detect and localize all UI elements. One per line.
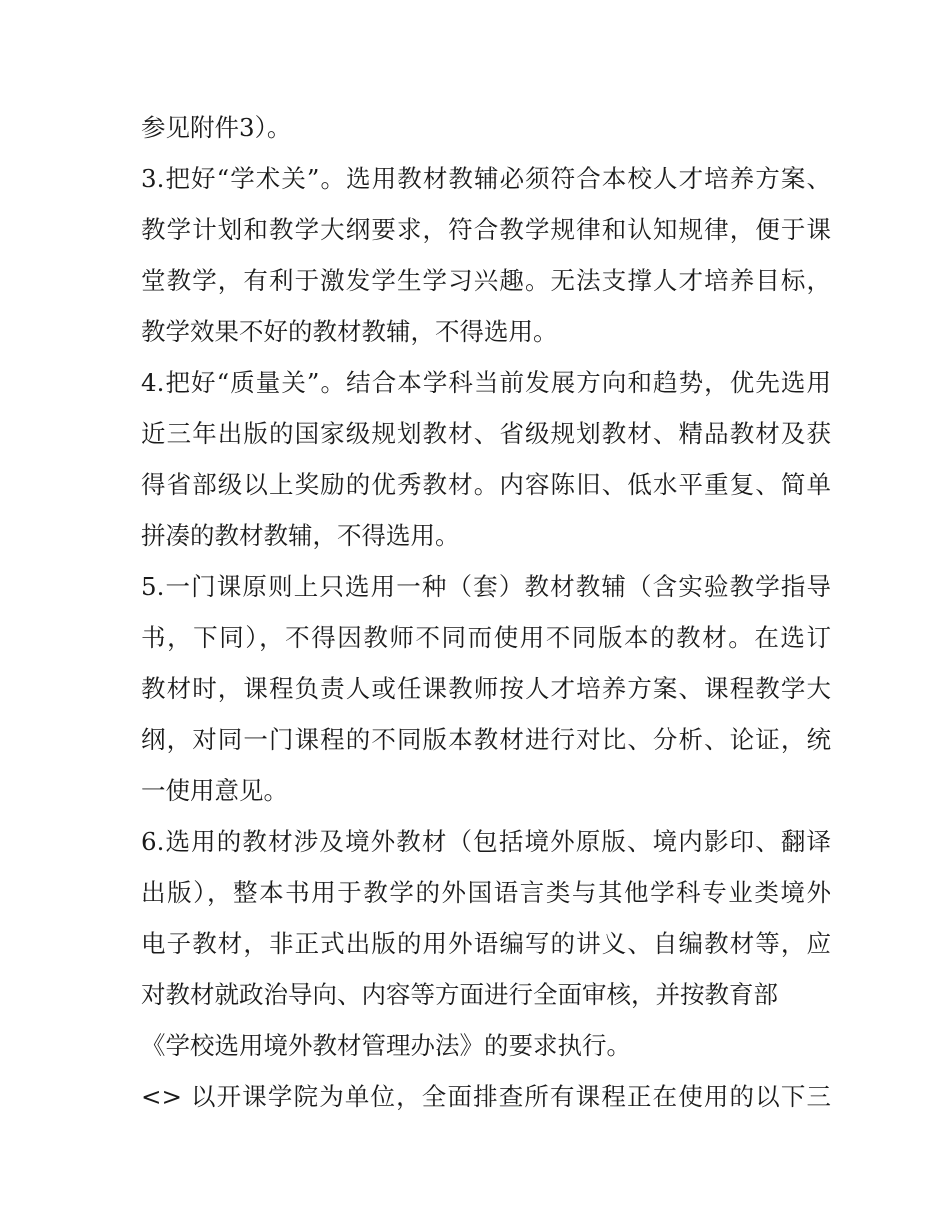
text-line-17: 电子教材，非正式出版的用外语编写的讲义、自编教材等，应 bbox=[141, 929, 831, 958]
text-line-9: 拼凑的教材教辅，不得选用。 bbox=[141, 521, 460, 550]
text-line-14: 一使用意见。 bbox=[141, 776, 288, 805]
text-line-16: 出版），整本书用于教学的外国语言类与其他学科专业类境外 bbox=[141, 878, 831, 907]
text-line-11: 书，下同），不得因教师不同而使用不同版本的教材。在选订 bbox=[141, 623, 831, 652]
text-line-15: 6.选用的教材涉及境外教材（包括境外原版、境内影印、翻译 bbox=[141, 827, 831, 856]
text-line-2: 3.把好“学术关”。选用教材教辅必须符合本校人才培养方案、 bbox=[141, 164, 831, 193]
text-line-6: 4.把好“质量关”。结合本学科当前发展方向和趋势，优先选用 bbox=[141, 368, 831, 397]
text-line-1: 参见附件3）。 bbox=[141, 113, 292, 142]
text-line-12: 教材时，课程负责人或任课教师按人才培养方案、课程教学大 bbox=[141, 674, 831, 703]
text-line-13: 纲，对同一门课程的不同版本教材进行对比、分析、论证，统 bbox=[141, 725, 831, 754]
text-line-19: 《学校选用境外教材管理办法》的要求执行。 bbox=[141, 1031, 631, 1060]
text-line-3: 教学计划和教学大纲要求，符合教学规律和认知规律，便于课 bbox=[141, 215, 831, 244]
text-line-4: 堂教学，有利于激发学生学习兴趣。无法支撑人才培养目标， bbox=[141, 266, 831, 295]
text-line-18: 对教材就政治导向、内容等方面进行全面审核，并按教育部 bbox=[141, 980, 778, 1009]
text-line-10: 5.一门课原则上只选用一种（套）教材教辅（含实验教学指导 bbox=[141, 572, 831, 601]
text-line-7: 近三年出版的国家级规划教材、省级规划教材、精品教材及获 bbox=[141, 419, 831, 448]
text-line-8: 得省部级以上奖励的优秀教材。内容陈旧、低水平重复、简单 bbox=[141, 470, 831, 499]
text-line-20: <> 以开课学院为单位，全面排查所有课程正在使用的以下三 bbox=[141, 1082, 831, 1111]
text-line-5: 教学效果不好的教材教辅，不得选用。 bbox=[141, 317, 558, 346]
